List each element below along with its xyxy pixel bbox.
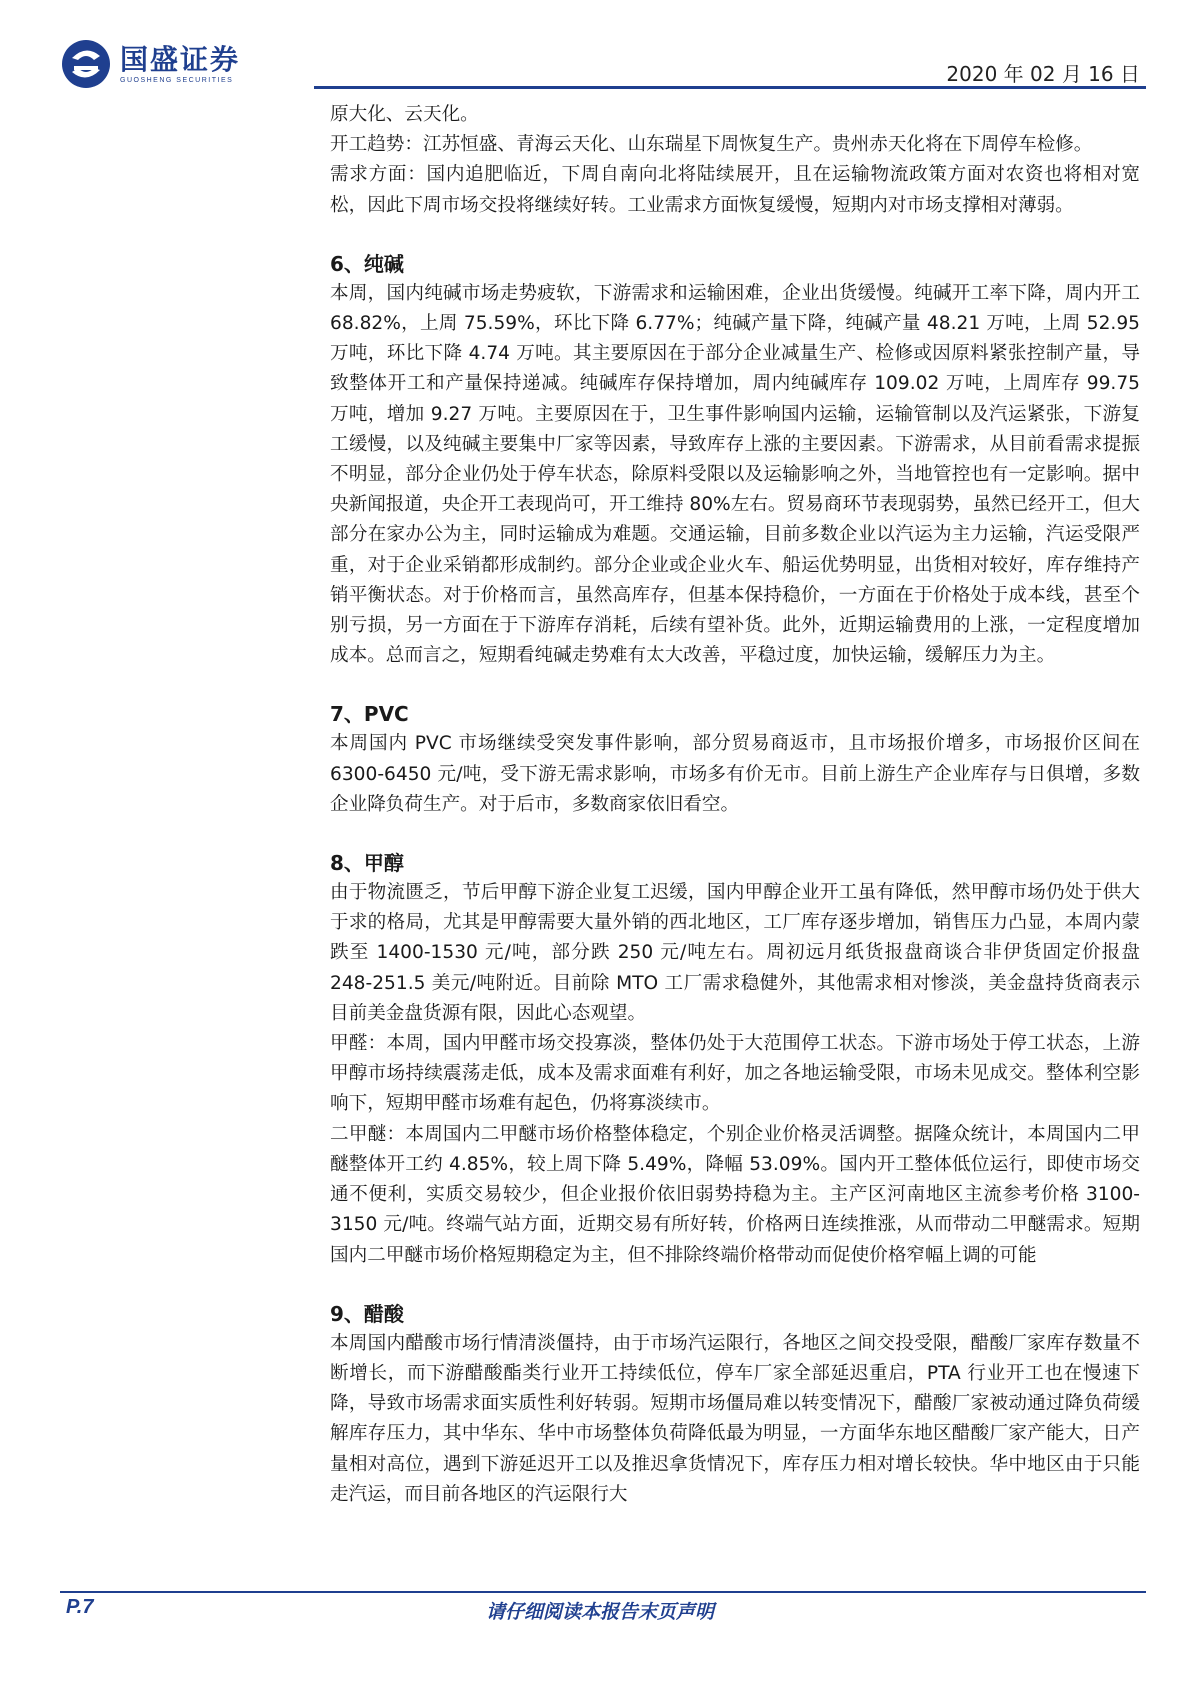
paragraph: 本周，国内纯碱市场走势疲软，下游需求和运输困难，企业出货缓慢。纯碱开工率下降，周内开工 68.82%，上周 75.59%，环比下降 6.77%；纯碱产量下降，纯碱产量 48.21 万吨，上周 52.95 万吨，环比下降 4.74 万吨。其主要原因在于部分企业减量生产、检修或因原料紧张控制产量，导致整体开工和产量保持递减。纯碱库存保持增加，周内纯碱库存 109.02 万吨，上周库存 99.75 万吨，增加 9.27 万吨。主要原因在于，卫生事件影响国内运输，运输管制以及汽运紧张，下游复工缓慢，以及纯碱主要集中厂家等因素，导致库存上涨的主要因素。下游需求，从目前看需求提振不明显，部分企业仍处于停车状态，除原料受限以及运输影响之外，当地管控也有一定影响。据中央新闻报道，央企开工表现尚可，开工维持 80%左右。贸易商环节表现弱势，虽然已经开工，但大部分在家办公为主，同时运输成为难题。交通运输，目前多数企业以汽运为主力运输，汽运受限严重，对于企业采销都形成制约。部分企业或企业火车、船运优势明显，出货相对较好，库存维持产销平衡状态。对于价格而言，虽然高库存，但基本保持稳价，一方面在于价格处于成本线，甚至个别亏损，另一方面在于下游库存消耗，后续有望补货。此外，近期运输费用的上涨，一定程度增加成本。总而言之，短期看纯碱走势难有太大改善，平稳过度，加快运输，缓解压力为主。 — [330, 282, 1140, 667]
paragraph: 本周国内醋酸市场行情清淡僵持，由于市场汽运限行，各地区之间交投受限，醋酸厂家库存数量不断增长，而下游醋酸酯类行业开工持续低位，停车厂家全部延迟重启，PTA 行业开工也在慢速下降，导致市场需求面实质性利好转弱。短期市场僵局难以转变情况下，醋酸厂家被动通过降负荷缓解库存压力，其中华东、华中市场整体负荷降低最为明显，一方面华东地区醋酸厂家产能大，日产量相对高位，遇到下游延迟开工以及推迟拿货情况下，库存压力相对增长较快。华中地区由于只能走汽运，而目前各地区的汽运限行大 — [330, 1332, 1140, 1505]
paragraph: 原大化、云天化。 — [330, 104, 479, 125]
paragraph: 开工趋势：江苏恒盛、青海云天化、山东瑞星下周恢复生产。贵州赤天化将在下周停车检修。 — [330, 134, 1093, 156]
brand-logo — [60, 38, 240, 90]
footer-disclaimer: 请仔细阅读本报告末页声明 — [485, 1601, 714, 1623]
report-date: 2020 年 02 月 16 日 — [946, 62, 1140, 86]
brand-name-cn: 国盛证券 — [120, 42, 241, 76]
paragraph: 需求方面：国内追肥临近，下周自南向北将陆续展开，且在运输物流政策方面对农资也将相对宽松，因此下周市场交投将继续好转。工业需求方面恢复缓慢，短期内对市场支撑相对薄弱。 — [330, 164, 1140, 216]
paragraph: 本周国内 PVC 市场继续受突发事件影响，部分贸易商返市，且市场报价增多，市场报价区间在 6300-6450 元/吨，受下游无需求影响，市场多有价无市。目前上游生产企业库存与日俱增，多数企业降负荷生产。对于后市，多数商家依旧看空。 — [330, 733, 1140, 815]
header-divider — [314, 86, 1146, 89]
paragraph: 二甲醚：本周国内二甲醚市场价格整体稳定，个别企业价格灵活调整。据隆众统计，本周国内二甲醚整体开工约 4.85%，较上周下降 5.49%，降幅 53.09%。国内开工整体低位运行，即使市场交通不便利，实质交易较少，但企业报价依旧弱势持稳为主。主产区河南地区主流参考价格 3100-3150 元/吨。终端气站方面，近期交易有所好转，价格两日连续推涨，从而带动二甲醚需求。短期国内二甲醚市场价格短期稳定为主，但不排除终端价格带动而促使价格窄幅上调的可能 — [330, 1123, 1140, 1266]
report-body — [330, 100, 1140, 1510]
paragraph: 甲醛：本周，国内甲醛市场交投寡淡，整体仍处于大范围停工状态。下游市场处于停工状态，上游甲醇市场持续震荡走低，成本及需求面难有利好，加之各地运输受限，市场未见成交。整体利空影响下，短期甲醛市场难有起色，仍将寡淡续市。 — [330, 1033, 1140, 1115]
guosheng-logo-icon — [60, 38, 112, 90]
page-header — [60, 30, 1146, 90]
section-title-pvc: 7、PVC — [330, 702, 409, 727]
page-number: P.7 — [66, 1596, 94, 1618]
paragraph: 由于物流匮乏，节后甲醇下游企业复工迟缓，国内甲醇企业开工虽有降低，然甲醇市场仍处于供大于求的格局，尤其是甲醇需要大量外销的西北地区，工厂库存逐步增加，销售压力凸显，本周内蒙跌至 1400-1530 元/吨，部分跌 250 元/吨左右。周初远月纸货报盘商谈合非伊货固定价报盘 248-251.5 美元/吨附近。目前除 MTO 工厂需求稳健外，其他需求相对惨淡，美金盘持货商表示目前美金盘货源有限，因此心态观望。 — [330, 882, 1140, 1024]
brand-name-en: GUOSHENG SECURITIES — [120, 76, 234, 84]
section-title-acetic-acid: 9、醋酸 — [330, 1301, 404, 1326]
footer-divider — [60, 1591, 1146, 1593]
section-title-soda-ash: 6、纯碱 — [330, 251, 404, 276]
section-title-methanol: 8、甲醇 — [330, 851, 404, 876]
